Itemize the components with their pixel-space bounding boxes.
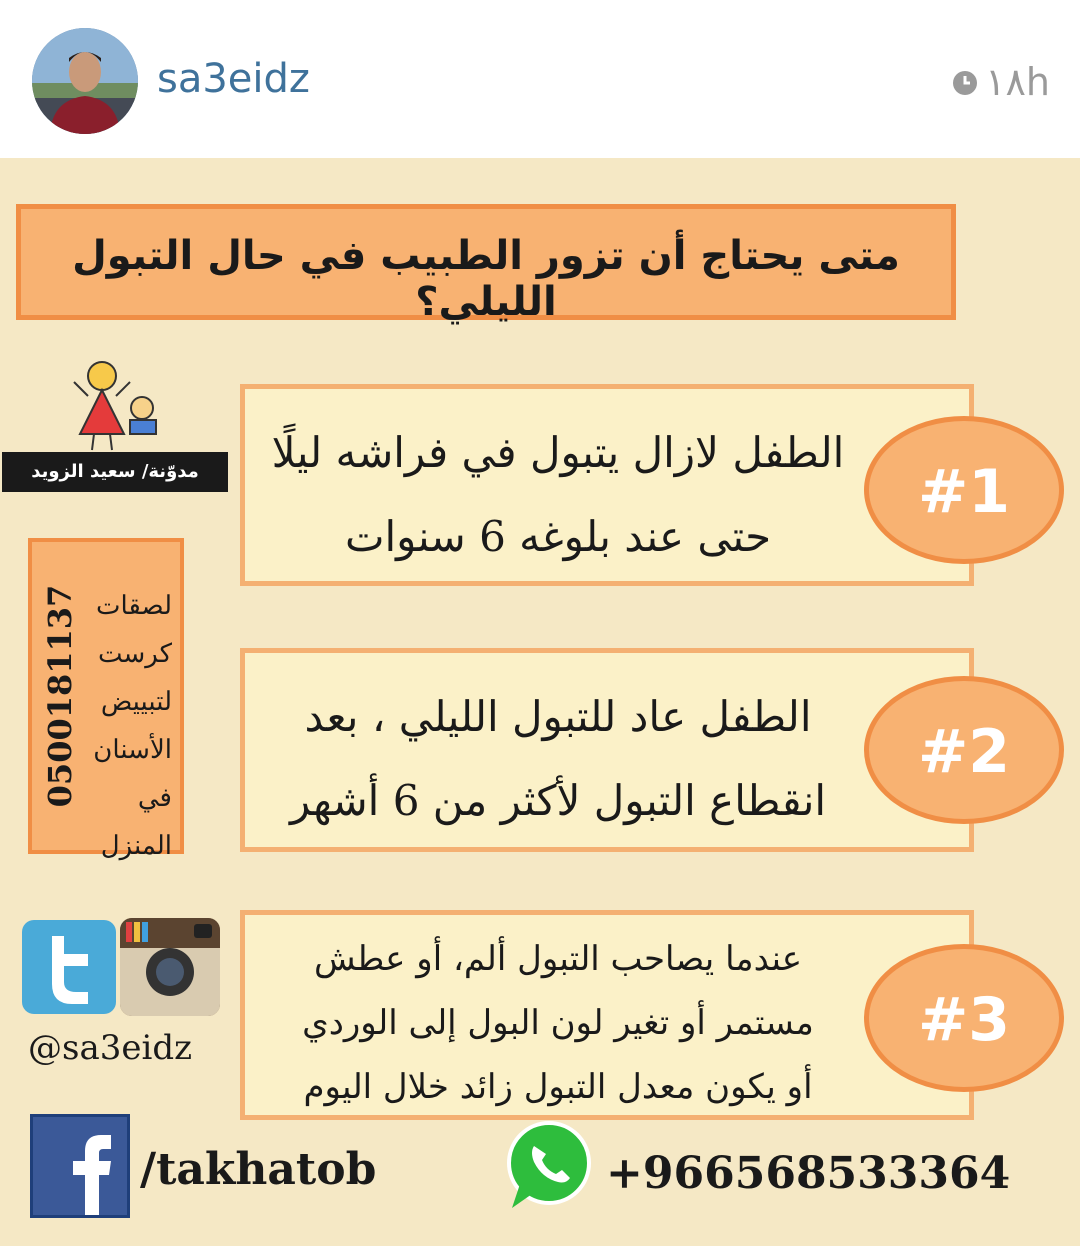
post-image[interactable] [0,158,1080,1246]
whatsapp-number: +966568533364 [606,1148,1011,1199]
item-line: أو يكون معدل التبول زائد خلال اليوم [303,1067,813,1107]
avatar[interactable] [32,28,138,134]
post-title: متى يحتاج أن تزور الطبيب في حال التبول الليلي؟ [72,233,900,325]
promo-box [28,538,184,861]
item-line: مستمر أو تغير لون البول إلى الوردي [302,1003,814,1043]
clock-icon [952,70,978,96]
facebook-handle: /takhatob [140,1144,377,1195]
item-line: حتى عند بلوغه 6 سنوات [344,512,772,561]
item-badge: #2 [864,676,1064,824]
item-line: انقطاع التبول لأكثر من 6 أشهر [289,776,827,825]
post-header [0,0,1080,158]
title-banner [16,204,956,325]
whatsapp-icon [502,1118,596,1212]
instagram-icon [120,918,220,1016]
item-line: الطفل لازال يتبول في فراشه ليلًا [271,428,845,477]
username[interactable]: sa3eidz [157,56,310,102]
avatar-photo [32,28,138,134]
item-badge: #3 [864,944,1064,1092]
item-line: الطفل عاد للتبول الليلي ، بعد [304,692,812,741]
facebook-icon [30,1114,130,1218]
twitter-icon [22,920,116,1014]
blog-label: مدوّنة/ سعيد الزويد [2,452,228,492]
kids-illustration-icon [66,356,176,452]
promo-text: لصقات كرست لتبييض الأسنان في المنزل [93,591,172,861]
post-time: ١٨h [985,60,1050,104]
item-line: عندما يصاحب التبول ألم، أو عطش [313,939,803,979]
item-badge: #1 [864,416,1064,564]
promo-phone: 0500181137 [41,584,79,808]
social-handle: @sa3eidz [28,1028,193,1068]
